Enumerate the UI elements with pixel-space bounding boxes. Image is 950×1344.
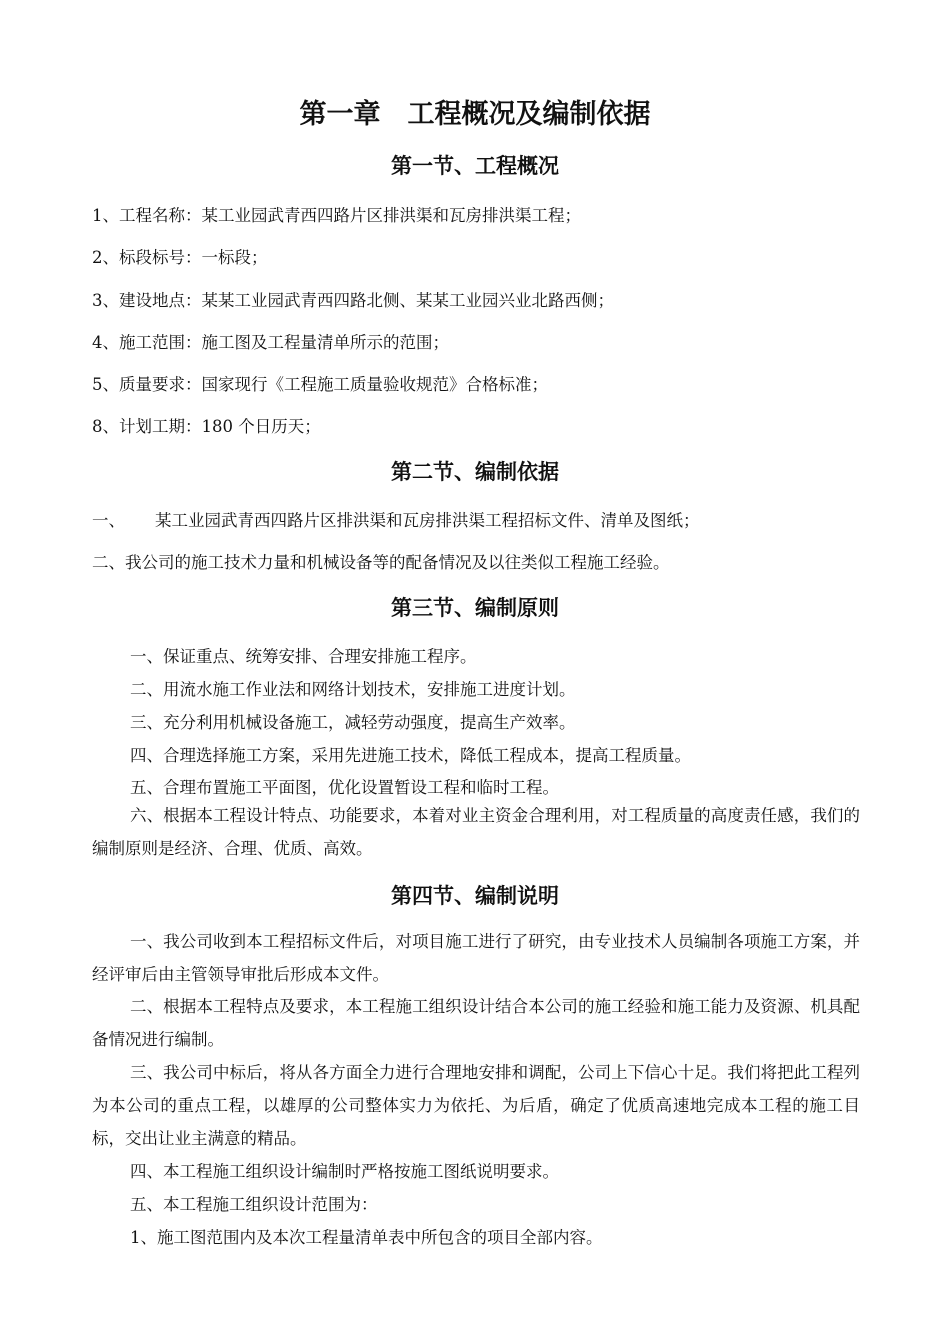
section-4-title: 第四节、编制说明	[391, 884, 559, 908]
overview-item-location: 3、建设地点：某某工业园武青西四路北侧、某某工业园兴业北路西侧；	[92, 291, 614, 310]
explanation-paragraph-5: 五、本工程施工组织设计范围为：	[130, 1195, 378, 1214]
explanation-paragraph-2: 二、根据本工程特点及要求，本工程施工组织设计结合本公司的施工经验和施工能力及资源、机具配备情况进行编制。	[92, 997, 860, 1049]
basis-item-1	[92, 507, 700, 531]
section-2-title: 第二节、编制依据	[391, 460, 559, 484]
principle-item-6: 六、根据本工程设计特点、功能要求，本着对业主资金合理利用，对工程质量的高度责任感，我们的编制原则是经济、合理、优质、高效。	[92, 806, 860, 858]
basis-item-1-text: 某工业园武青西四路片区排洪渠和瓦房排洪渠工程招标文件、清单及图纸；	[155, 511, 700, 530]
overview-item-quality: 5、质量要求：国家现行《工程施工质量验收规范》合格标准；	[92, 375, 548, 394]
explanation-paragraph-4: 四、本工程施工组织设计编制时严格按施工图纸说明要求。	[130, 1162, 559, 1181]
basis-item-2: 二、我公司的施工技术力量和机械设备等的配备情况及以往类似工程施工经验。	[92, 553, 670, 572]
explanation-paragraph-1: 一、我公司收到本工程招标文件后，对项目施工进行了研究，由专业技术人员编制各项施工方案，并经评审后由主管领导审批后形成本文件。	[92, 932, 860, 984]
principle-item-2: 二、用流水施工作业法和网络计划技术，安排施工进度计划。	[130, 680, 576, 699]
explanation-paragraph-3: 三、我公司中标后，将从各方面全力进行合理地安排和调配，公司上下信心十足。我们将把此工程列为本公司的重点工程，以雄厚的公司整体实力为依托、为后盾，确定了优质高速地完成本工程的施工目标，交出让业主满意的精品。	[92, 1063, 860, 1148]
principle-item-5: 五、合理布置施工平面图，优化设置暂设工程和临时工程。	[130, 778, 559, 797]
overview-item-lot: 2、标段标号：一标段；	[92, 248, 268, 267]
overview-item-name: 1、工程名称：某工业园武青西四路片区排洪渠和瓦房排洪渠工程；	[92, 206, 581, 225]
explanation-paragraph-6: 1、施工图范围内及本次工程量清单表中所包含的项目全部内容。	[130, 1228, 603, 1247]
overview-item-scope: 4、施工范围：施工图及工程量清单所示的范围；	[92, 333, 449, 352]
overview-item-duration: 8、计划工期：180 个日历天；	[92, 417, 321, 436]
principle-item-4: 四、合理选择施工方案，采用先进施工技术，降低工程成本，提高工程质量。	[130, 746, 691, 765]
basis-item-1-number: 一、	[92, 511, 125, 530]
section-3-title: 第三节、编制原则	[391, 596, 559, 620]
section-1-title: 第一节、工程概况	[391, 154, 559, 178]
principle-item-1: 一、保证重点、统筹安排、合理安排施工程序。	[130, 647, 477, 666]
principle-item-3: 三、充分利用机械设备施工，减轻劳动强度，提高生产效率。	[130, 713, 576, 732]
chapter-title: 第一章 工程概况及编制依据	[299, 99, 651, 130]
